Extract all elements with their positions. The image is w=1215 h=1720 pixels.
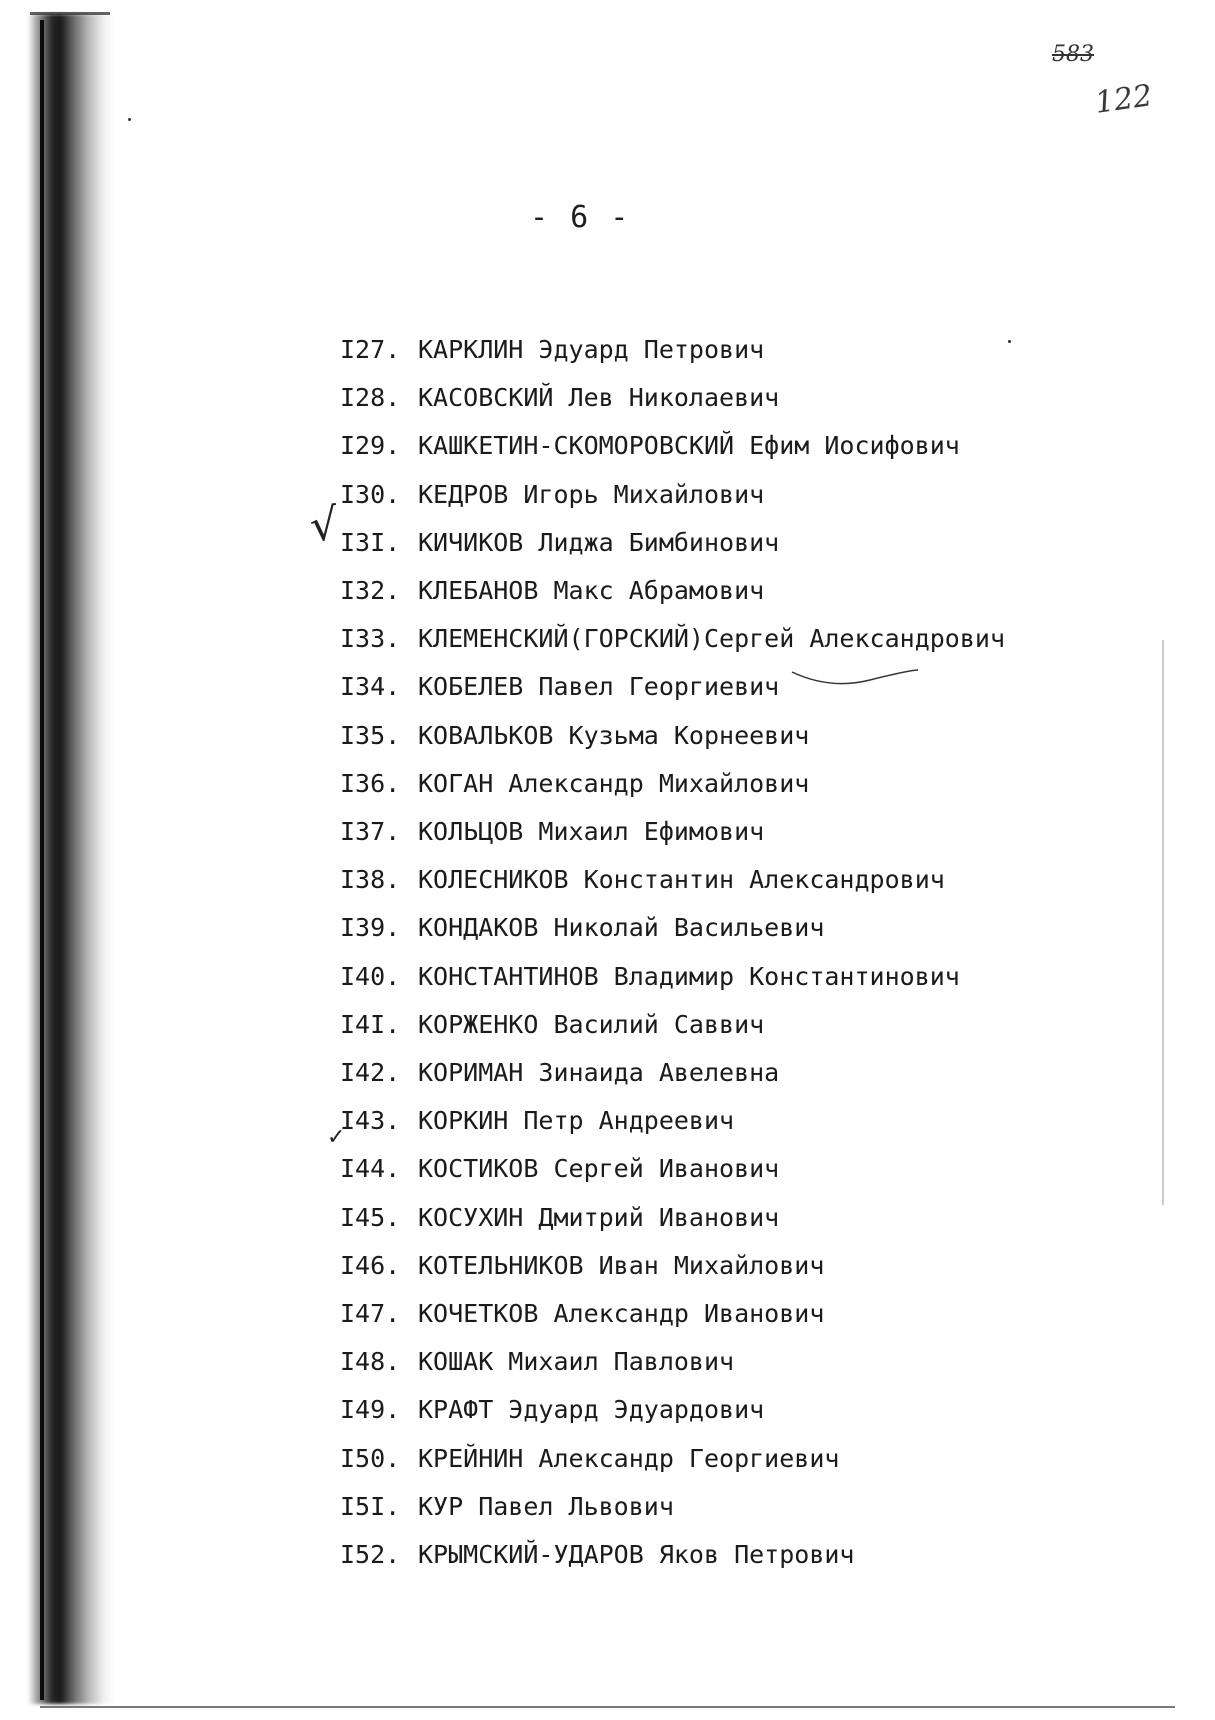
entry-name: КОНСТАНТИНОВ Владимир Константинович	[418, 961, 960, 991]
entry-name: КОЛЬЦОВ Михаил Ефимович	[418, 817, 765, 846]
list-item	[340, 1101, 734, 1141]
entry-name: КОСУХИН Дмитрий Иванович	[418, 1202, 780, 1232]
list-item	[340, 378, 779, 418]
entry-number: I28.	[340, 383, 401, 413]
page-right-edge	[1162, 640, 1164, 1205]
page-top-edge	[30, 12, 110, 15]
archive-number-old: 583	[1052, 42, 1094, 67]
list-item	[340, 667, 779, 707]
entry-number: I29.	[340, 431, 401, 461]
entry-name: КИЧИКОВ Лиджа Бимбинович	[418, 527, 780, 557]
entry-number: I5I.	[340, 1491, 401, 1521]
entry-name: КРАФТ Эдуард Эдуардович	[418, 1395, 765, 1425]
entry-number: I43.	[340, 1106, 401, 1136]
entry-number: I44.	[340, 1154, 401, 1184]
list-item	[340, 1439, 839, 1479]
list-item	[340, 1535, 855, 1575]
list-item	[340, 957, 960, 997]
entry-number: I33.	[340, 624, 401, 654]
scan-speck	[1008, 340, 1011, 343]
list-item	[340, 716, 809, 756]
entry-number: I27.	[340, 335, 401, 364]
entry-number: I36.	[340, 768, 401, 798]
entry-name: КОРЖЕНКО Василий Саввич	[418, 1009, 765, 1039]
entry-number: I42.	[340, 1058, 401, 1087]
entry-number: I4I.	[340, 1009, 401, 1039]
entry-name: КУР Павел Львович	[418, 1491, 674, 1521]
list-item	[340, 1342, 734, 1382]
entry-name: КОЧЕТКОВ Александр Иванович	[418, 1299, 825, 1328]
entry-name: КОСТИКОВ Сергей Иванович	[418, 1154, 780, 1184]
entry-name: КОБЕЛЕВ Павел Георгиевич	[418, 672, 780, 702]
entry-name: КОШАК Михаил Павлович	[418, 1347, 735, 1377]
entry-name: КОРКИН Петр Андреевич	[418, 1106, 735, 1136]
list-item	[340, 764, 809, 804]
entry-name: КОВАЛЬКОВ Кузьма Корнеевич	[418, 720, 810, 750]
entry-number: I3I.	[340, 527, 401, 557]
entry-number: I40.	[340, 961, 401, 991]
entry-name: КРЕЙНИН Александр Георгиевич	[418, 1443, 840, 1473]
list-item	[340, 330, 764, 370]
entry-number: I47.	[340, 1299, 401, 1328]
list-item	[340, 523, 779, 563]
entry-number: I30.	[340, 479, 401, 509]
binding-edge	[40, 20, 44, 1700]
list-item	[340, 1390, 764, 1430]
page-bottom-edge	[40, 1706, 1175, 1708]
list-item	[340, 1294, 824, 1334]
list-item	[340, 1053, 779, 1093]
entry-name: КАСОВСКИЙ Лев Николаевич	[418, 383, 780, 413]
entry-name: КАШКЕТИН-СКОМОРОВСКИЙ Ефим Иосифович	[418, 431, 960, 461]
list-item	[340, 1246, 824, 1286]
list-item	[340, 1005, 764, 1045]
list-item	[340, 426, 960, 466]
small-check-mark-icon: ✓	[327, 1125, 346, 1150]
entry-number: I39.	[340, 913, 401, 943]
scan-speck	[128, 118, 131, 121]
entry-number: I49.	[340, 1395, 401, 1425]
entry-number: I35.	[340, 720, 401, 750]
entry-number: I45.	[340, 1202, 401, 1232]
list-item	[340, 812, 764, 852]
entry-name: КЛЕМЕНСКИЙ(ГОРСКИЙ)Сергей Александрович	[418, 624, 1005, 654]
entry-name: КЕДРОВ Игорь Михайлович	[418, 479, 765, 509]
entry-number: I38.	[340, 865, 401, 895]
entry-name: КОЛЕСНИКОВ Константин Александрович	[418, 865, 945, 895]
page-number: - 6 -	[530, 200, 631, 235]
list-item	[340, 619, 1005, 659]
entry-number: I32.	[340, 576, 401, 605]
entry-name: КЛЕБАНОВ Макс Абрамович	[418, 576, 765, 605]
entry-number: I52.	[340, 1540, 401, 1569]
entry-name: КОРИМАН Зинаида Авелевна	[418, 1058, 780, 1087]
handwritten-underline	[790, 668, 920, 690]
entry-name: КОГАН Александр Михайлович	[418, 768, 810, 798]
entry-number: I46.	[340, 1250, 401, 1280]
entry-number: I50.	[340, 1443, 401, 1473]
list-item	[340, 475, 764, 515]
entry-name: КОНДАКОВ Николай Васильевич	[418, 913, 825, 943]
entry-number: I37.	[340, 817, 401, 846]
list-item	[340, 1149, 779, 1189]
entry-name: КОТЕЛЬНИКОВ Иван Михайлович	[418, 1250, 825, 1280]
entry-name: КАРКЛИН Эдуард Петрович	[418, 335, 765, 364]
list-item	[340, 1487, 674, 1527]
archive-number-new: 122	[1092, 78, 1155, 121]
check-mark-icon: √	[307, 498, 341, 553]
list-item	[340, 860, 945, 900]
list-item	[340, 1198, 779, 1238]
entry-number: I34.	[340, 672, 401, 702]
list-item	[340, 571, 764, 611]
entry-name: КРЫМСКИЙ-УДАРОВ Яков Петрович	[418, 1540, 855, 1569]
list-item	[340, 908, 824, 948]
entry-number: I48.	[340, 1347, 401, 1377]
